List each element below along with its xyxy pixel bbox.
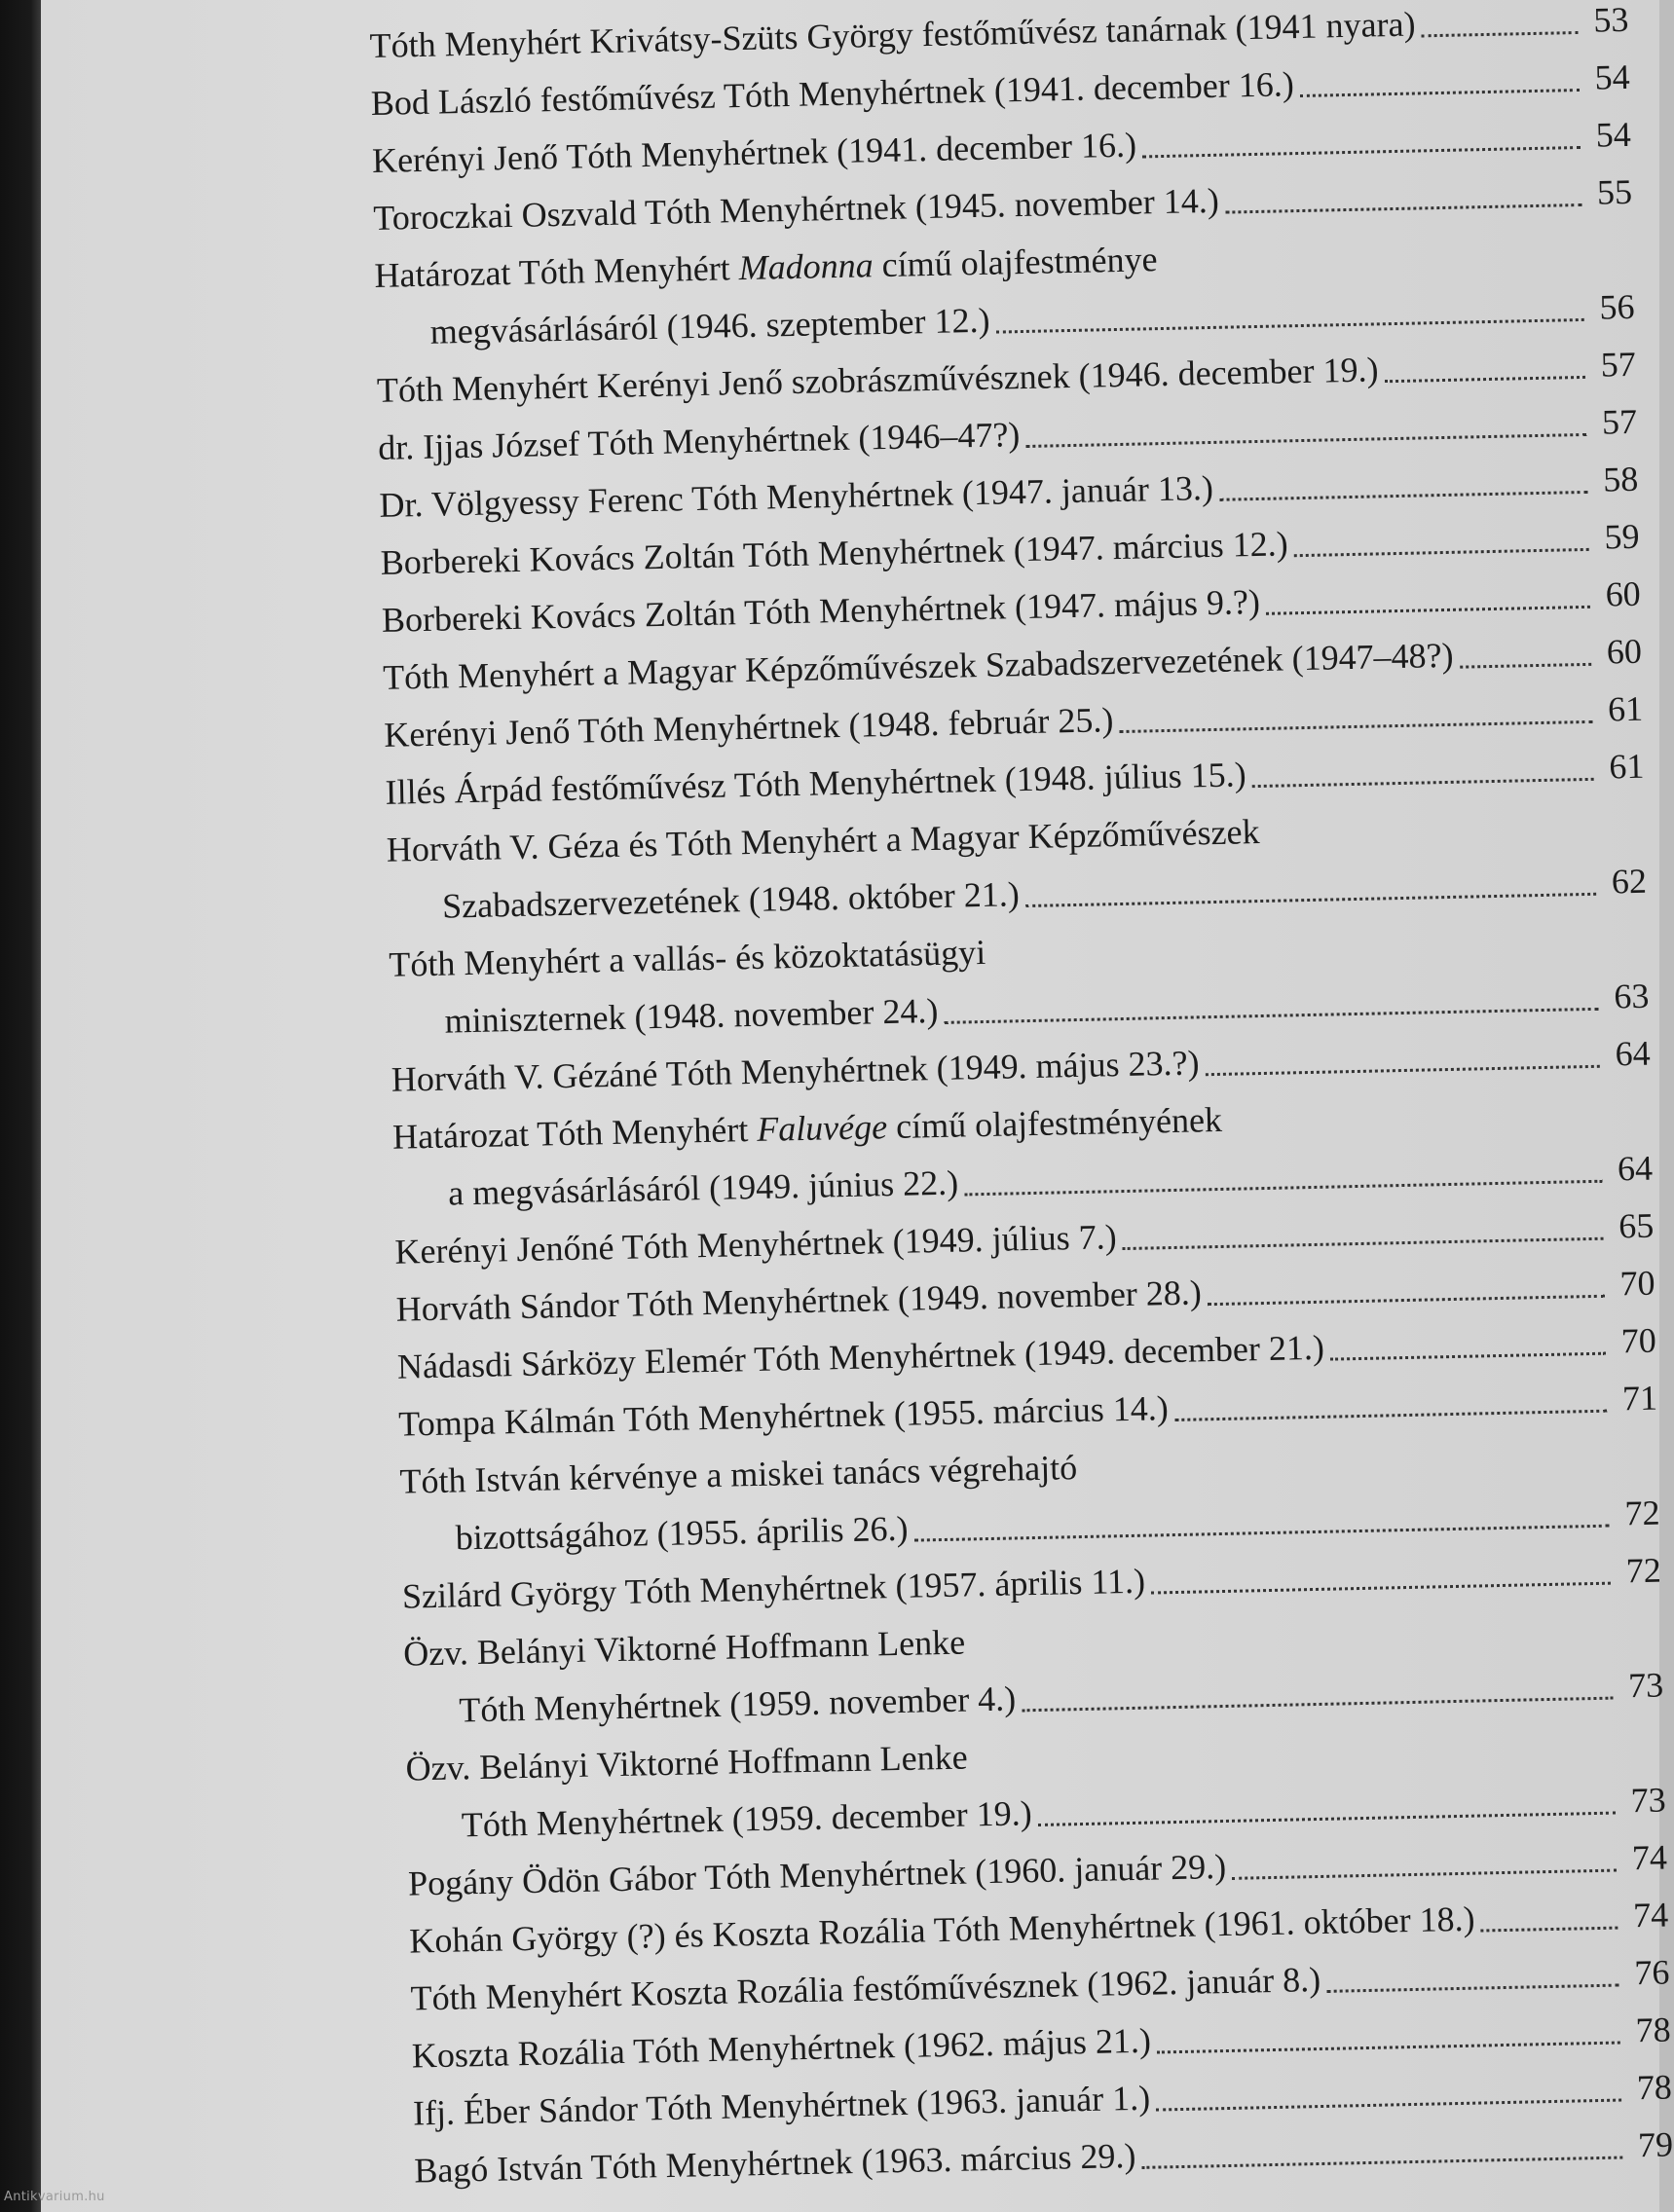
toc-page-number: 71 xyxy=(1621,1378,1658,1419)
toc-page-number: 54 xyxy=(1595,114,1632,155)
dot-leader xyxy=(1266,606,1590,615)
book-spine-shadow xyxy=(0,0,41,2212)
toc-entry-title: Bagó István Tóth Menyhértnek (1963. március 29.) xyxy=(413,2135,1136,2191)
dot-leader xyxy=(1232,1869,1617,1880)
toc-page-number: 62 xyxy=(1611,861,1648,902)
watermark: Antikvarium.hu xyxy=(4,2190,105,2204)
dot-leader xyxy=(1330,1352,1606,1361)
dot-leader xyxy=(1326,1984,1618,1993)
toc-page-number: 70 xyxy=(1619,1263,1655,1304)
dot-leader xyxy=(1151,1582,1611,1595)
toc-page-number: 57 xyxy=(1600,344,1637,385)
dot-leader xyxy=(1208,1295,1605,1307)
toc-entry-title: Toroczkai Oszvald Tóth Menyhértnek (1945. november 14.) xyxy=(372,180,1220,238)
toc-page-number: 60 xyxy=(1606,631,1643,672)
toc-page-number: 79 xyxy=(1637,2124,1674,2165)
dot-leader xyxy=(996,318,1584,334)
toc-entry-title: Bod László festőművész Tóth Menyhértnek (1941. december 16.) xyxy=(370,64,1295,123)
dot-leader xyxy=(1120,720,1593,733)
dot-leader xyxy=(1038,1812,1616,1826)
toc-page-number: 78 xyxy=(1636,2067,1673,2108)
toc-entry-title: Borbereki Kovács Zoltán Tóth Menyhértnek (1947. május 9.?) xyxy=(381,581,1261,640)
toc-entry-title: Szilárd György Tóth Menyhértnek (1957. április 11.) xyxy=(401,1561,1146,1616)
dot-leader xyxy=(964,1180,1602,1197)
toc-entry-title: Tóth István kérvénye a miskei tanács végrehajtó xyxy=(399,1448,1078,1501)
toc-page-number: 60 xyxy=(1605,573,1642,614)
toc-entry-continuation: bizottságához (1955. április 26.) xyxy=(455,1508,909,1558)
dot-leader xyxy=(1252,778,1594,788)
toc-entry-title: Határozat Tóth Menyhért Faluvége című olajfestményének xyxy=(391,1099,1223,1157)
dot-leader xyxy=(1142,146,1581,158)
toc-entry-title: Nádasdi Sárközy Elemér Tóth Menyhértnek (1949. december 21.) xyxy=(396,1327,1325,1386)
toc-page-number: 78 xyxy=(1635,2009,1671,2050)
toc-entry-continuation: a megvásárlásáról (1949. június 22.) xyxy=(447,1162,959,1213)
toc-entry-title: Tóth Menyhért Koszta Rozália festőművésznek (1962. január 8.) xyxy=(410,1959,1321,2018)
dot-leader xyxy=(1206,1065,1600,1076)
toc-entry-title: Kerényi Jenő Tóth Menyhértnek (1941. december 16.) xyxy=(371,125,1137,180)
toc-entry-title: dr. Ijjas József Tóth Menyhértnek (1946–47?) xyxy=(377,415,1021,467)
toc-entry-title: Kohán György (?) és Koszta Rozália Tóth Menyhértnek (1961. október 18.) xyxy=(408,1899,1475,1961)
toc-entry-title: Tóth Menyhért Kerényi Jenő szobrászművésznek (1946. december 19.) xyxy=(376,350,1379,410)
dot-leader xyxy=(1123,1237,1604,1250)
toc-entry-continuation: Szabadszervezetének (1948. október 21.) xyxy=(441,874,1021,926)
toc-page-number: 55 xyxy=(1596,171,1633,212)
toc-page-number: 56 xyxy=(1599,286,1635,327)
toc-entry-title: Koszta Rozália Tóth Menyhértnek (1962. május 21.) xyxy=(411,2020,1152,2076)
toc-page-number: 73 xyxy=(1627,1665,1664,1706)
toc-entry-title: Borbereki Kovács Zoltán Tóth Menyhértnek (1947. március 12.) xyxy=(380,524,1289,582)
toc-entry-title: Horváth V. Gézáné Tóth Menyhértnek (1949. május 23.?) xyxy=(391,1043,1200,1099)
toc-page-number: 74 xyxy=(1631,1837,1668,1878)
toc-entry-title: Tompa Kálmán Tóth Menyhértnek (1955. március 14.) xyxy=(397,1388,1170,1444)
toc-page-number: 76 xyxy=(1633,1952,1670,1993)
toc-entry-title: Horváth Sándor Tóth Menyhértnek (1949. november 28.) xyxy=(395,1272,1203,1329)
toc-entry-title: Tóth Menyhért a Magyar Képzőművészek Szabadszervezetének (1947–48?) xyxy=(382,635,1454,697)
dot-leader xyxy=(1156,2099,1621,2112)
toc-entry-title: Tóth Menyhért a vallás- és közoktatásügyi xyxy=(388,932,986,984)
artwork-title: Faluvége xyxy=(756,1107,888,1149)
toc-page-number: 61 xyxy=(1608,746,1645,787)
dot-leader xyxy=(914,1525,1610,1542)
dot-leader xyxy=(1225,203,1581,214)
toc-page-number: 53 xyxy=(1592,0,1629,40)
dot-leader xyxy=(1481,1927,1618,1933)
dot-leader xyxy=(1174,1410,1607,1421)
toc-page-number: 64 xyxy=(1615,1033,1651,1074)
dot-leader xyxy=(1385,376,1585,383)
toc-entry-title: Özv. Belányi Viktorné Hoffmann Lenke xyxy=(405,1737,968,1788)
dot-leader xyxy=(1025,893,1596,907)
toc-entry-title: Dr. Völgyessy Ferenc Tóth Menyhértnek (1947. január 13.) xyxy=(379,467,1214,525)
dot-leader xyxy=(1157,2042,1620,2054)
dot-leader xyxy=(1142,2157,1623,2169)
toc-entry-title: Illés Árpád festőművész Tóth Menyhértnek (1948. július 15.) xyxy=(385,755,1247,812)
toc-entry-continuation: megvásárlásáról (1946. szeptember 12.) xyxy=(429,300,990,351)
toc-entry-title: Tóth Menyhért Krivátsy-Szüts György festőművész tanárnak (1941 nyara) xyxy=(369,4,1416,65)
toc-page-number: 70 xyxy=(1620,1320,1657,1361)
toc-page-number: 59 xyxy=(1604,516,1640,557)
toc-entry-continuation: Tóth Menyhértnek (1959. december 19.) xyxy=(461,1793,1033,1845)
dot-leader xyxy=(1294,548,1589,557)
toc-entry-title: Ifj. Éber Sándor Tóth Menyhértnek (1963. január 1.) xyxy=(412,2078,1151,2133)
artwork-title: Madonna xyxy=(738,245,874,288)
toc-page-number: 63 xyxy=(1613,976,1650,1016)
toc-entry-title: Horváth V. Géza és Tóth Menyhért a Magyar Képzőművészek xyxy=(386,812,1260,869)
dot-leader xyxy=(1460,663,1591,669)
toc-entry-title: Pogány Ödön Gábor Tóth Menyhértnek (1960. január 29.) xyxy=(407,1846,1227,1903)
toc-page-number: 72 xyxy=(1624,1493,1660,1533)
dot-leader xyxy=(1022,1697,1613,1713)
dot-leader xyxy=(1300,89,1580,97)
toc-page-number: 61 xyxy=(1607,688,1644,729)
table-of-contents xyxy=(369,0,1674,2200)
toc-entry-continuation: Tóth Menyhértnek (1959. november 4.) xyxy=(459,1678,1017,1730)
toc-entry-title: Kerényi Jenő Tóth Menyhértnek (1948. február 25.) xyxy=(384,700,1114,755)
toc-page-number: 54 xyxy=(1594,56,1630,97)
toc-page-number: 57 xyxy=(1601,401,1638,442)
toc-page-number: 74 xyxy=(1632,1895,1669,1936)
document-page xyxy=(41,0,1674,2212)
toc-page-number: 65 xyxy=(1618,1205,1655,1246)
toc-page-number: 64 xyxy=(1617,1148,1654,1189)
toc-entry-title: Határozat Tóth Menyhért Madonna című olajfestménye xyxy=(374,240,1158,295)
dot-leader xyxy=(945,1008,1599,1024)
toc-entry-title: Kerényi Jenőné Tóth Menyhértnek (1949. július 7.) xyxy=(394,1217,1117,1272)
toc-page-number: 58 xyxy=(1602,459,1639,499)
dot-leader xyxy=(1026,433,1587,448)
dot-leader xyxy=(1422,31,1579,37)
toc-page-number: 73 xyxy=(1630,1780,1667,1821)
dot-leader xyxy=(1219,491,1587,501)
toc-entry-continuation: miniszternek (1948. november 24.) xyxy=(444,990,939,1041)
toc-entry-title: Özv. Belányi Viktorné Hoffmann Lenke xyxy=(402,1622,966,1674)
toc-page-number: 72 xyxy=(1625,1550,1662,1591)
